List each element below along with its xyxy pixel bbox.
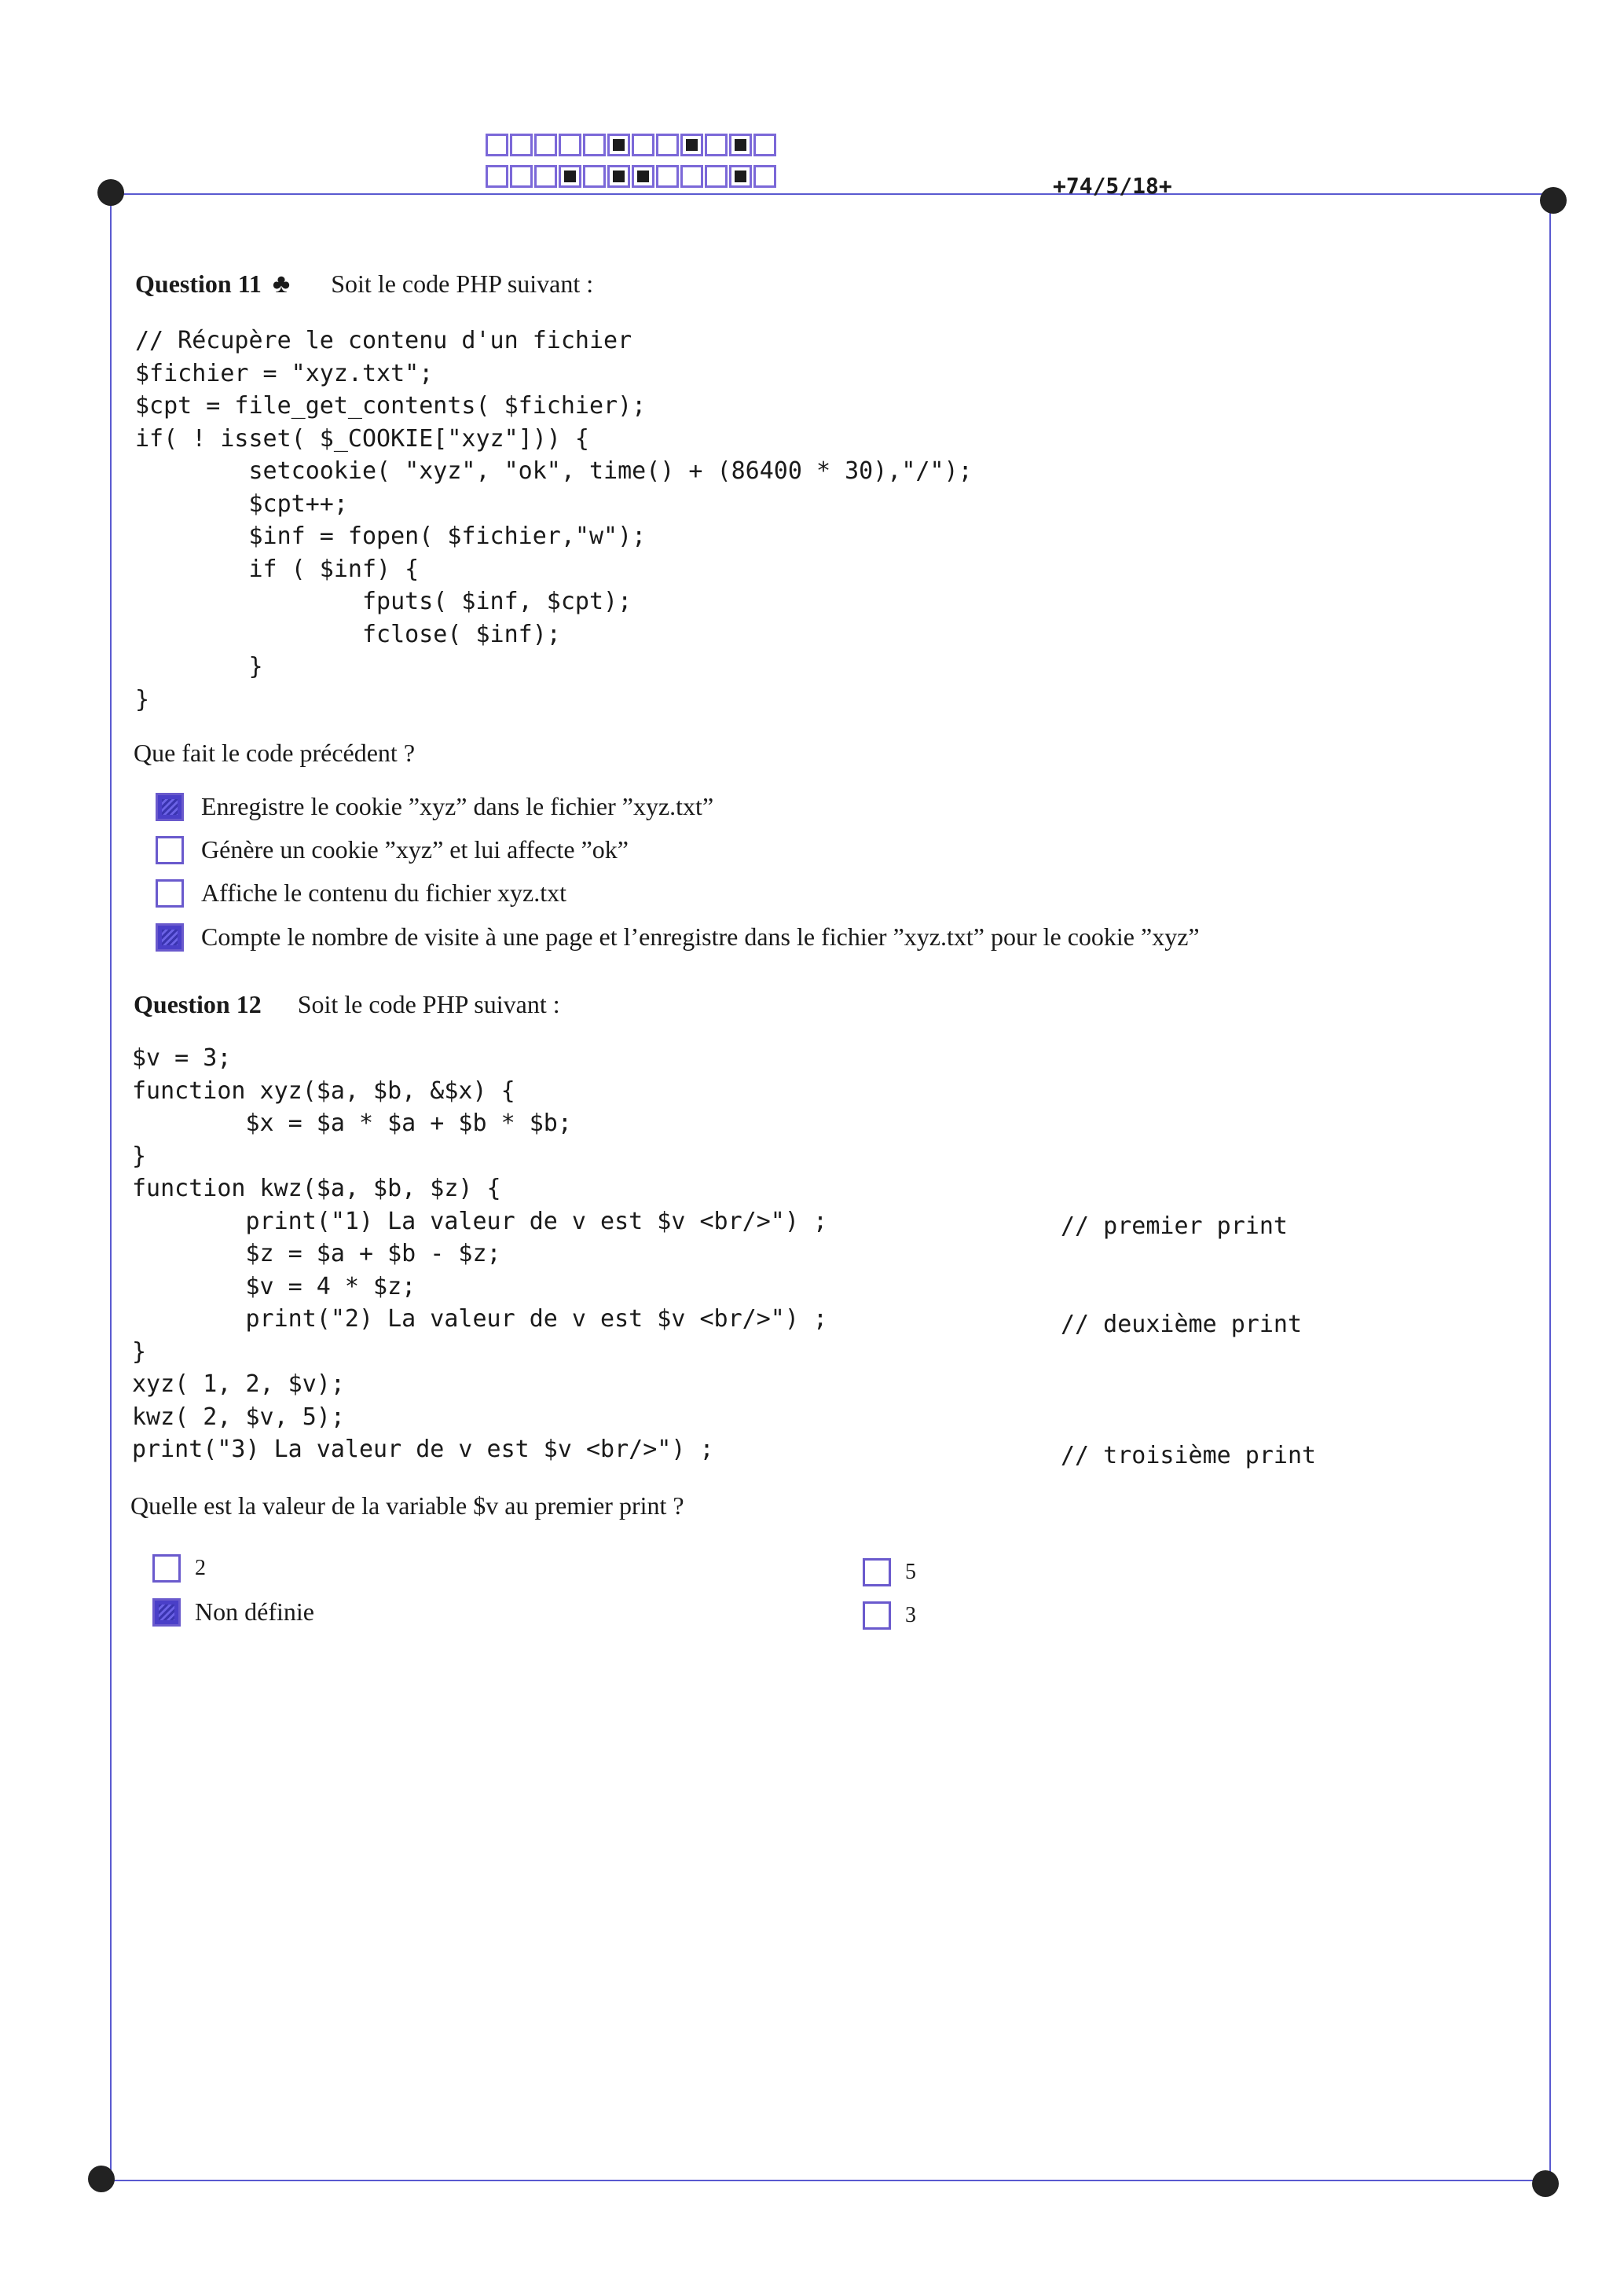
answer-checkbox[interactable] xyxy=(156,923,184,952)
id-checkbox-cell xyxy=(607,165,630,188)
id-checkbox-cell xyxy=(705,165,728,188)
id-checkbox-cell xyxy=(632,134,654,156)
frame-bottom-border xyxy=(102,2180,1546,2181)
id-checkbox-cell xyxy=(583,134,606,156)
id-checkbox-cell xyxy=(680,134,703,156)
answer-text: 3 xyxy=(905,1603,916,1627)
answer-checkbox[interactable] xyxy=(156,836,184,864)
frame-left-border xyxy=(110,193,112,2181)
question-12-answer-4[interactable] xyxy=(863,1601,916,1630)
question-11-code: // Récupère le contenu d'un fichier $fichier = "xyz.txt"; $cpt = file_get_contents( $fichier); if( ! isset( $_COOKIE["xyz"])) { setcookie( "xyz", "ok", time() + (86400 * 30),"/"); $cpt++; $inf = fopen( $fichier,"w"); if ( $inf) { fputs( $inf, $cpt); fclose( $inf); } } xyxy=(135,327,973,713)
answer-checkbox[interactable] xyxy=(863,1558,891,1586)
corner-mark-bottom-left xyxy=(88,2166,115,2192)
answer-checkbox[interactable] xyxy=(156,879,184,908)
frame-top-border xyxy=(112,193,1556,195)
question-12-answer-1[interactable] xyxy=(152,1554,206,1583)
page-identifier: +74/5/18+ xyxy=(1053,173,1172,199)
question-12-intro: Soit le code PHP suivant : xyxy=(297,990,560,1018)
answer-text: Génère un cookie ”xyz” et lui affecte ”ok” xyxy=(201,835,629,864)
question-11-label: Question 11 xyxy=(135,270,262,298)
answer-checkbox[interactable] xyxy=(152,1554,181,1583)
question-11-intro: Soit le code PHP suivant : xyxy=(331,270,594,298)
id-checkbox-cell xyxy=(753,134,776,156)
id-checkbox-cell xyxy=(607,134,630,156)
id-checkbox-cell xyxy=(680,165,703,188)
id-checkbox-cell xyxy=(510,134,533,156)
code-comment-deuxieme-print: // deuxième print xyxy=(1061,1311,1303,1338)
id-checkbox-cell xyxy=(559,165,581,188)
question-12-label: Question 12 xyxy=(134,990,262,1018)
question-12-header xyxy=(134,990,560,1019)
answer-text: Enregistre le cookie ”xyz” dans le fichier ”xyz.txt” xyxy=(201,792,714,820)
id-checkbox-cell xyxy=(632,165,654,188)
answer-text: Compte le nombre de visite à une page et l’enregistre dans le fichier ”xyz.txt” pour le cookie ”xyz” xyxy=(201,922,1200,951)
id-checkbox-cell xyxy=(753,165,776,188)
student-id-grid-row-1 xyxy=(486,134,778,156)
id-checkbox-cell xyxy=(559,134,581,156)
answer-checkbox[interactable] xyxy=(156,793,184,821)
id-checkbox-cell xyxy=(656,165,679,188)
code-comment-troisieme-print: // troisième print xyxy=(1061,1442,1317,1469)
answer-text: Non définie xyxy=(195,1597,314,1626)
question-12-prompt: Quelle est la valeur de la variable $v au premier print ? xyxy=(130,1491,684,1520)
id-checkbox-cell xyxy=(583,165,606,188)
id-checkbox-cell xyxy=(510,165,533,188)
question-11-header xyxy=(135,270,593,299)
id-checkbox-cell xyxy=(534,165,557,188)
question-12-code: $v = 3; function xyz($a, $b, &$x) { $x = $a * $a + $b * $b; } function kwz($a, $b, $z) { print("1) La valeur de v est $v <br/>") ; $z = $a + $b - $z; $v = 4 * $z; print("2) La valeur de v est $v <br/>") ; } xyz( 1, 2, $v); kwz( 2, $v, 5); print("3) La valeur de v est $v <br/>") ; xyxy=(132,1044,828,1463)
id-checkbox-cell xyxy=(656,134,679,156)
question-11-answer-2[interactable] xyxy=(156,835,629,864)
question-11-answer-4[interactable] xyxy=(156,922,1200,952)
club-icon: ♣ xyxy=(272,270,291,299)
question-11-prompt: Que fait le code précédent ? xyxy=(134,739,416,767)
student-id-grid-row-2 xyxy=(486,165,778,188)
id-checkbox-cell xyxy=(729,165,752,188)
id-checkbox-cell xyxy=(486,134,508,156)
corner-mark-top-left xyxy=(97,179,124,206)
answer-text: Affiche le contenu du fichier xyz.txt xyxy=(201,878,567,907)
question-11-answer-1[interactable] xyxy=(156,792,713,821)
frame-right-border xyxy=(1549,198,1551,2183)
id-checkbox-cell xyxy=(705,134,728,156)
code-comment-premier-print: // premier print xyxy=(1061,1212,1288,1240)
answer-text: 5 xyxy=(905,1560,916,1584)
id-checkbox-cell xyxy=(729,134,752,156)
question-11-answer-3[interactable] xyxy=(156,878,566,908)
id-checkbox-cell xyxy=(534,134,557,156)
answer-text: 2 xyxy=(195,1556,206,1580)
answer-checkbox[interactable] xyxy=(152,1598,181,1627)
id-checkbox-cell xyxy=(486,165,508,188)
question-12-answer-3[interactable] xyxy=(152,1597,314,1627)
corner-mark-bottom-right xyxy=(1532,2170,1559,2197)
corner-mark-top-right xyxy=(1540,187,1567,214)
question-12-answer-2[interactable] xyxy=(863,1558,916,1586)
answer-checkbox[interactable] xyxy=(863,1601,891,1630)
